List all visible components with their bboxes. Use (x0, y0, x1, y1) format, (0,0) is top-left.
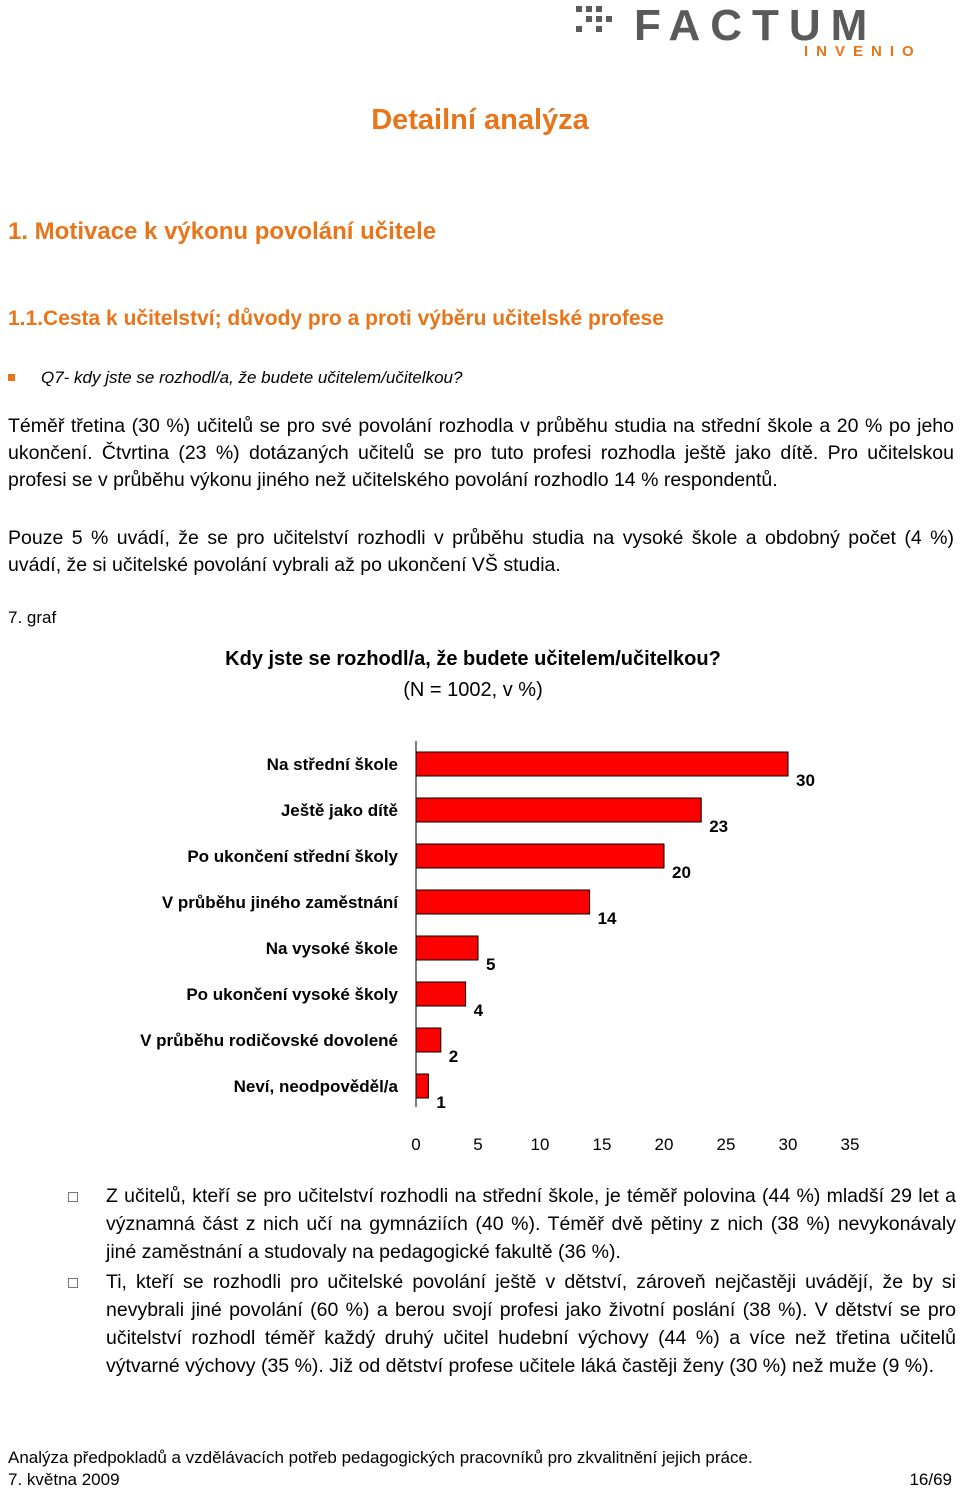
x-tick-label: 25 (716, 1135, 736, 1154)
x-tick-label: 5 (473, 1135, 483, 1154)
bullet-square-icon (8, 374, 15, 381)
chart-title: Kdy jste se rozhodl/a, že budete učitelem/učitelkou? (225, 648, 721, 670)
subsection-heading: 1.1.Cesta k učitelství; důvody pro a proti výběru učitelské profese (8, 307, 664, 330)
category-label: V průběhu rodičovské dovolené (140, 1031, 398, 1050)
category-label: Po ukončení vysoké školy (186, 985, 398, 1004)
data-label: 20 (672, 863, 691, 882)
x-tick-label: 10 (530, 1135, 550, 1154)
question-text: Q7- kdy jste se rozhodl/a, že budete učitelem/učitelkou? (41, 368, 463, 387)
data-label: 30 (796, 771, 815, 790)
bullet-list (68, 1182, 956, 1382)
paragraph-1: Téměř třetina (30 %) učitelů se pro své povolání rozhodla v průběhu studia na střední škole a 20 % po jeho ukončení. Čtvrtina (23 %) dotázaných učitelů se pro tuto profesi rozhodla ještě jako dítě. Pro učitelskou profesi se v průběhu výkonu jiného než učitelského povolání rozhodlo 14 % respondentů. (8, 415, 954, 491)
category-label: Neví, neodpověděl/a (233, 1077, 398, 1096)
logo-text: FACTUM (634, 1, 878, 50)
bullet-text: Z učitelů, kteří se pro učitelství rozhodli na střední škole, je téměř polovina (44 %) mladší 29 let a významná část z nich učí na gymnáziích (40 %). Téměř dvě pětiny z nich (38 %) nevykonávaly jiné zaměstnání a studovaly na pedagogické fakultě (36 %). (106, 1185, 956, 1263)
x-tick-label: 15 (592, 1135, 612, 1154)
footer-title: Analýza předpokladů a vzdělávacích potřeb pedagogických pracovníků pro zkvalitnění jejich práce. (8, 1448, 753, 1467)
factum-invenio-logo (572, 0, 952, 60)
bullet-square-icon (68, 1278, 78, 1288)
data-label: 14 (597, 909, 617, 928)
bullet-item (68, 1182, 956, 1266)
footer-page-number: 16/69 (909, 1470, 952, 1489)
bar (416, 1028, 441, 1052)
data-label: 4 (473, 1001, 484, 1020)
footer-date: 7. května 2009 (8, 1470, 120, 1489)
x-tick-label: 20 (654, 1135, 674, 1154)
bar (416, 752, 788, 776)
data-label: 5 (486, 955, 496, 974)
bar (416, 936, 478, 960)
paragraph-2: Pouze 5 % uvádí, že se pro učitelství rozhodli v průběhu studia na vysoké škole a obdobný počet (4 %) uvádí, že si učitelské povolání vybrali až po ukončení VŠ studia. (8, 527, 954, 576)
bullet-text: Ti, kteří se rozhodli pro učitelské povolání ještě v dětství, zároveň nejčastěji uvádějí, že by si nevybrali jiné povolání (60 %) a berou svojí profesi jako životní poslání (38 %). V dětství se pro učitelství rozhodl téměř každý druhý učitel hudební výchovy (44 %) a více než třetina učitelů výtvarné výchovy (35 %). Již od dětství profese učitele láká častěji ženy (30 %) než muže (9 %). (106, 1271, 956, 1377)
bar-chart (0, 720, 960, 1160)
data-label: 23 (709, 817, 729, 836)
x-tick-label: 30 (778, 1135, 798, 1154)
logo-dots-icon (576, 6, 612, 32)
section-heading: 1. Motivace k výkonu povolání učitele (8, 218, 437, 245)
bar (416, 844, 664, 868)
data-label: 2 (448, 1047, 459, 1066)
graph-label: 7. graf (8, 608, 57, 627)
question-line (8, 368, 462, 388)
category-label: Po ukončení střední školy (187, 847, 398, 866)
bullet-item (68, 1268, 956, 1380)
x-tick-label: 35 (840, 1135, 860, 1154)
category-label: Na vysoké škole (265, 939, 398, 958)
category-label: V průběhu jiného zaměstnání (161, 893, 398, 912)
bar (416, 1074, 428, 1098)
bullet-square-icon (68, 1192, 78, 1202)
chart-subtitle: (N = 1002, v %) (403, 679, 543, 701)
bar (416, 890, 590, 914)
bar (416, 982, 466, 1006)
data-label: 1 (436, 1093, 446, 1112)
category-label: Na střední škole (266, 755, 398, 774)
logo-subtext: INVENIO (804, 43, 922, 60)
x-tick-label: 0 (411, 1135, 421, 1154)
bar (416, 798, 701, 822)
category-label: Ještě jako dítě (280, 801, 398, 820)
page-heading: Detailní analýza (371, 104, 589, 136)
